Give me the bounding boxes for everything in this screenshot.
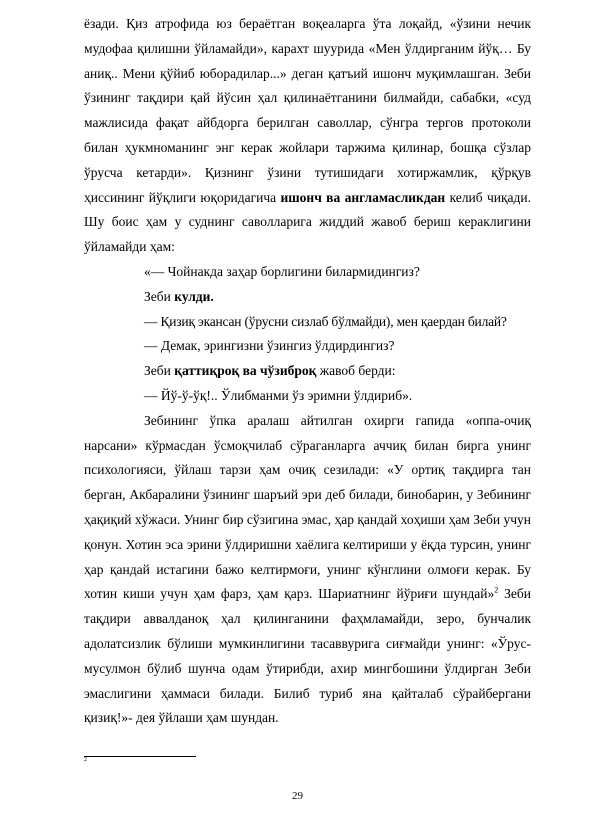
dialog-line-1: «— Чойнакда заҳар борлигини билармидингиз? — [144, 263, 420, 279]
paragraph-1 — [84, 12, 531, 260]
footnote-rule — [84, 756, 196, 757]
paragraph-2-tail: Зеби тақдири аввалданоқ ҳал қилинганини фаҳмламайди, зеро, бунчалик адолатсизлик бўлиши мумкинлигини тасаввурига сиғмайди унинг: «Ўрус-мусулмон бўлиб шунча одам ўтирибди, ахир мингбошини ўлдирган Зеби эмаслигини ҳаммаси билади. Билиб туриб яна қайталаб сўрайбергани қизиқ!»- дея ўйлаши ҳам шундан. — [84, 586, 532, 726]
paragraph-1-bold: ишонч ва англамасликдан — [280, 189, 446, 205]
dialog-line-4: — Демак, эрингизни ўзингиз ўлдирдингиз? — [144, 338, 395, 354]
dialog-line-5 — [84, 359, 531, 384]
paragraph-2-text: Зебининг ўпка аралаш айтилган охирги гапида «оппа-очиқ нарсани» кўрмасдан ўсмоқчилаб сўраганларга аччиқ билан бирга унинг психологияси, ўйлаш тарзи ҳам очиқ сезилади: «У ортиқ тақдирга тан берган, Акбаралини ўзининг шаръий эри деб билади, бинобарин, у Зебининг ҳақиқий хўжаси. Унинг бир сўзигина эмас, ҳар қандай хоҳиши ҳам Зеби учун қонун. Хотин эса эрини ўлдиришни хаёлига келтириши у ёқда турсин, унинг ҳар қандай истагини бажо келтирмоғи, унинг кўнглини олмоғи керак. Бу хотин киши учун ҳам фарз, ҳам қарз. Шариатнинг йўриғи шундай» — [84, 412, 531, 602]
dialog-line-3: — Қизиқ экансан (ўрусни сизлаб бўлмайди), мен қаердан билай? — [144, 313, 507, 329]
paragraph-2 — [84, 409, 531, 731]
footnote-ref: 2 — [494, 585, 499, 595]
dialog-line-2-text: Зеби — [144, 288, 175, 304]
dialog-line-2 — [84, 285, 531, 310]
dialog-line-5-tail: жавоб берди: — [316, 363, 396, 379]
footnote-mark: 2 — [84, 757, 87, 763]
page-number: 29 — [292, 790, 303, 802]
dialog-line-2-bold: кулди. — [174, 288, 214, 304]
dialog-line-5-bold: қаттиқроқ ва чўзиброқ — [174, 363, 317, 379]
dialog-line-6: — Йў-ў-ўқ!.. Ўлибманми ўз эримни ўлдириб». — [144, 387, 413, 403]
dialog-line-5-text: Зеби — [144, 363, 175, 379]
paragraph-1-tail: келиб чиқади. Шу боис ҳам у суднинг саволларига жиддий жавоб бериш кераклигини ўйламайди ҳам: — [84, 189, 531, 255]
page-body — [84, 12, 531, 731]
paragraph-1-text: ёзади. Қиз атрофида юз бераётган воқеаларга ўта лоқайд, «ўзини нечик мудофаа қилишни ўйламайди», карахт шуурида «Мен ўлдирганим йўқ… Бу аниқ.. Мени қўйиб юборадилар...» деган қатъий ишонч муқимлашган. Зеби ўзининг тақдири қай йўсин ҳал қилинаётганини билмайди, сабабки, «суд мажлисида фақат айбдорга берилган саволлар, сўнгра тергов протоколи билан ҳукмноманинг энг керак жойлари таржима қилинар, бошқа сўзлар ўрусча кетарди». Қизнинг ўзини тутишидаги хотиржамлик, қўрқув ҳиссининг йўқлиги юқоридагича — [84, 16, 531, 205]
